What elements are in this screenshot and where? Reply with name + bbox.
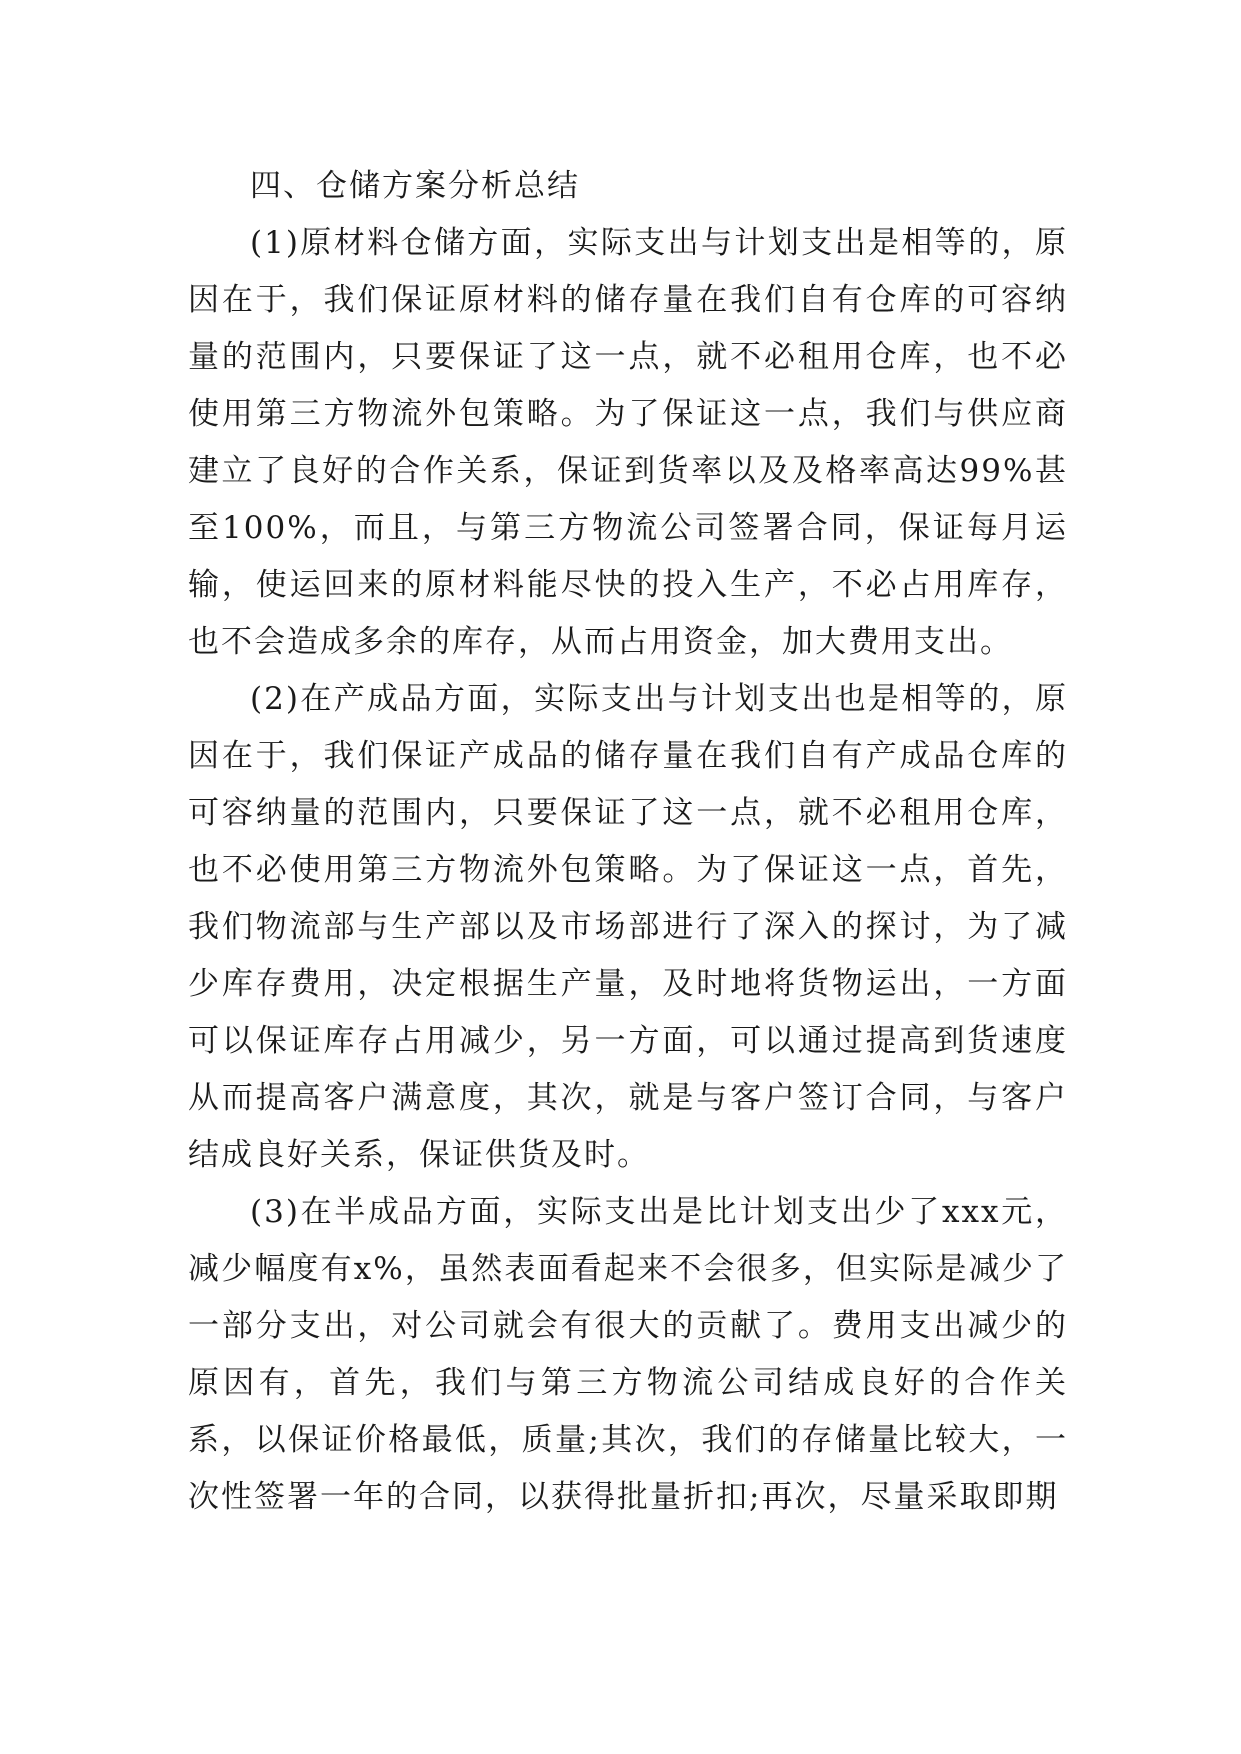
- paragraph-raw-materials: (1)原材料仓储方面，实际支出与计划支出是相等的，原因在于，我们保证原材料的储存量在我们自有仓库的可容纳量的范围内，只要保证了这一点，就不必租用仓库，也不必使用第三方物流外包策略。为了保证这一点，我们与供应商建立了良好的合作关系，保证到货率以及及格率高达99%甚至100%，而且，与第三方物流公司签署合同，保证每月运输，使运回来的原材料能尽快的投入生产，不必占用库存，也不会造成多余的库存，从而占用资金，加大费用支出。: [188, 225, 1068, 660]
- paragraph-finished-products: (2)在产成品方面，实际支出与计划支出也是相等的，原因在于，我们保证产成品的储存量在我们自有产成品仓库的可容纳量的范围内，只要保证了这一点，就不必租用仓库，也不必使用第三方物流外包策略。为了保证这一点，首先，我们物流部与生产部以及市场部进行了深入的探讨，为了减少库存费用，决定根据生产量，及时地将货物运出，一方面可以保证库存占用减少，另一方面，可以通过提高到货速度从而提高客户满意度，其次，就是与客户签订合同，与客户结成良好关系，保证供货及时。: [188, 681, 1068, 1173]
- section-heading: 四、仓储方案分析总结: [250, 168, 580, 204]
- paragraph-semi-finished-products: (3)在半成品方面，实际支出是比计划支出少了xxx元，减少幅度有x%，虽然表面看起来不会很多，但实际是减少了一部分支出，对公司就会有很大的贡献了。费用支出减少的原因有，首先，我们与第三方物流公司结成良好的合作关系，以保证价格最低，质量;其次，我们的存储量比较大，一次性签署一年的合同，以获得批量折扣;再次，尽量采取即期: [188, 1194, 1068, 1515]
- document-body: [188, 158, 1068, 1526]
